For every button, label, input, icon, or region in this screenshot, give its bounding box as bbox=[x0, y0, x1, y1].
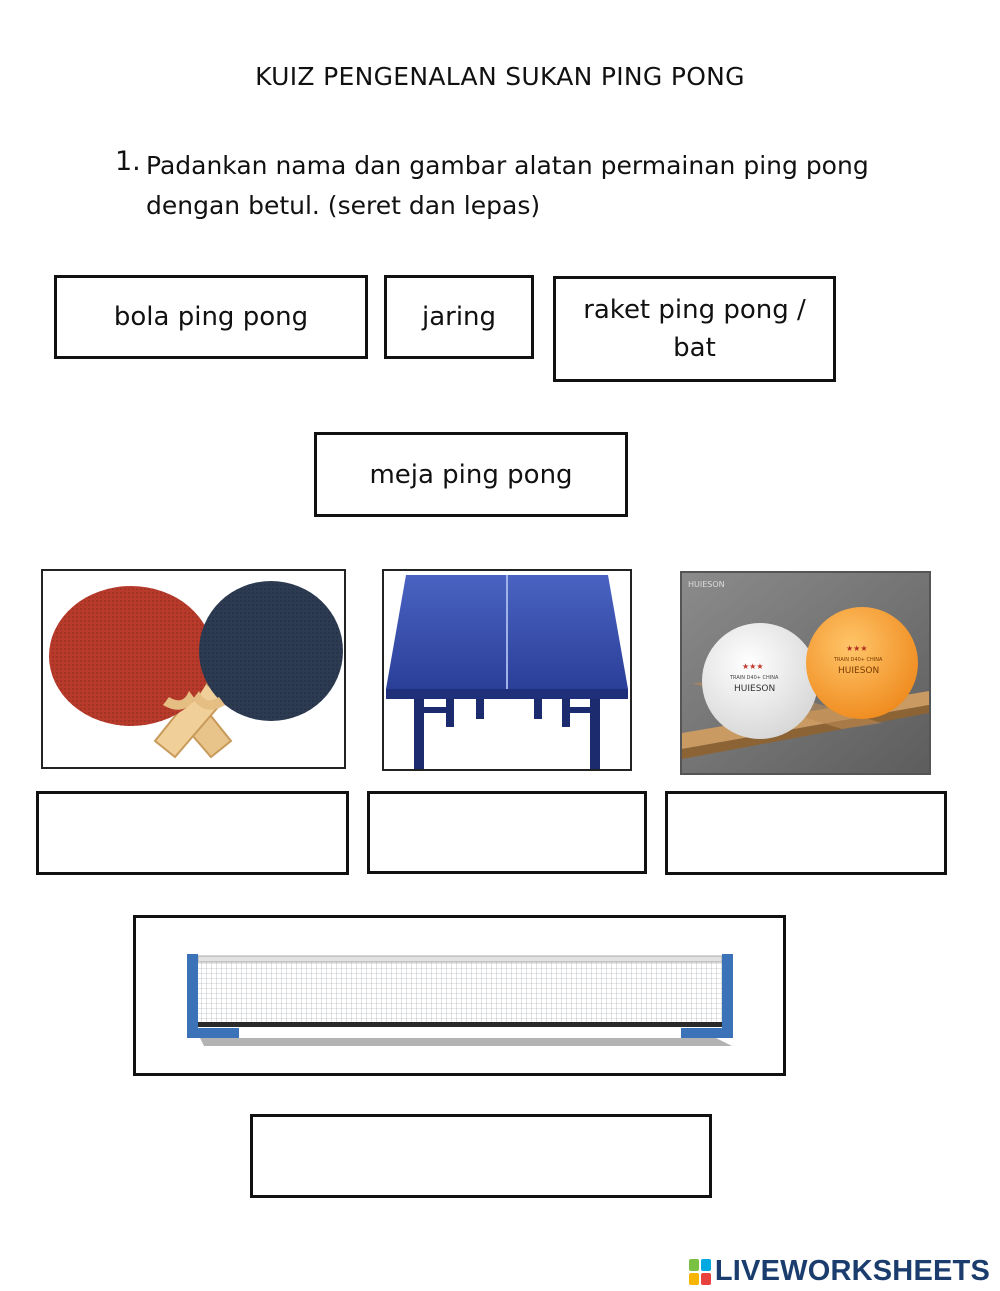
drag-label-text: jaring bbox=[421, 302, 497, 332]
paddles-image bbox=[41, 569, 346, 769]
liveworksheets-logo-icon bbox=[689, 1259, 711, 1285]
drag-label-text: bola ping pong bbox=[113, 302, 309, 332]
drop-box-paddles[interactable] bbox=[36, 791, 349, 875]
svg-text:★★★: ★★★ bbox=[742, 662, 764, 671]
table-image bbox=[382, 569, 632, 771]
liveworksheets-logo[interactable] bbox=[689, 1255, 990, 1288]
drop-box-net[interactable] bbox=[250, 1114, 712, 1198]
drag-label-jaring[interactable] bbox=[384, 275, 534, 359]
ball-brand-text: HUIESON bbox=[838, 666, 880, 676]
ball-line-text: TRAIN D40+ CHINA bbox=[834, 657, 883, 663]
worksheet-title: KUIZ PENGENALAN SUKAN PING PONG bbox=[255, 62, 745, 91]
ball-brand-text: HUIESON bbox=[734, 684, 776, 694]
drop-box-table[interactable] bbox=[367, 791, 647, 874]
question-number: 1. bbox=[115, 146, 141, 177]
drag-label-text: raket ping pong / bat bbox=[583, 295, 806, 363]
drag-label-bola[interactable] bbox=[54, 275, 368, 359]
svg-text:★★★: ★★★ bbox=[846, 644, 868, 653]
drag-label-raket[interactable] bbox=[553, 276, 836, 382]
drag-label-text: meja ping pong bbox=[369, 459, 573, 490]
balls-image bbox=[680, 571, 931, 775]
question-text: Padankan nama dan gambar alatan permainan ping pong dengan betul. (seret dan lepas) bbox=[146, 151, 869, 220]
net-image bbox=[133, 915, 786, 1076]
logo-text: LIVEWORKSHEETS bbox=[714, 1255, 990, 1287]
drag-label-meja[interactable] bbox=[314, 432, 628, 517]
watermark-brand: HUIESON bbox=[688, 580, 725, 589]
drop-box-balls[interactable] bbox=[665, 791, 947, 875]
ball-line-text: TRAIN D40+ CHINA bbox=[730, 675, 779, 681]
